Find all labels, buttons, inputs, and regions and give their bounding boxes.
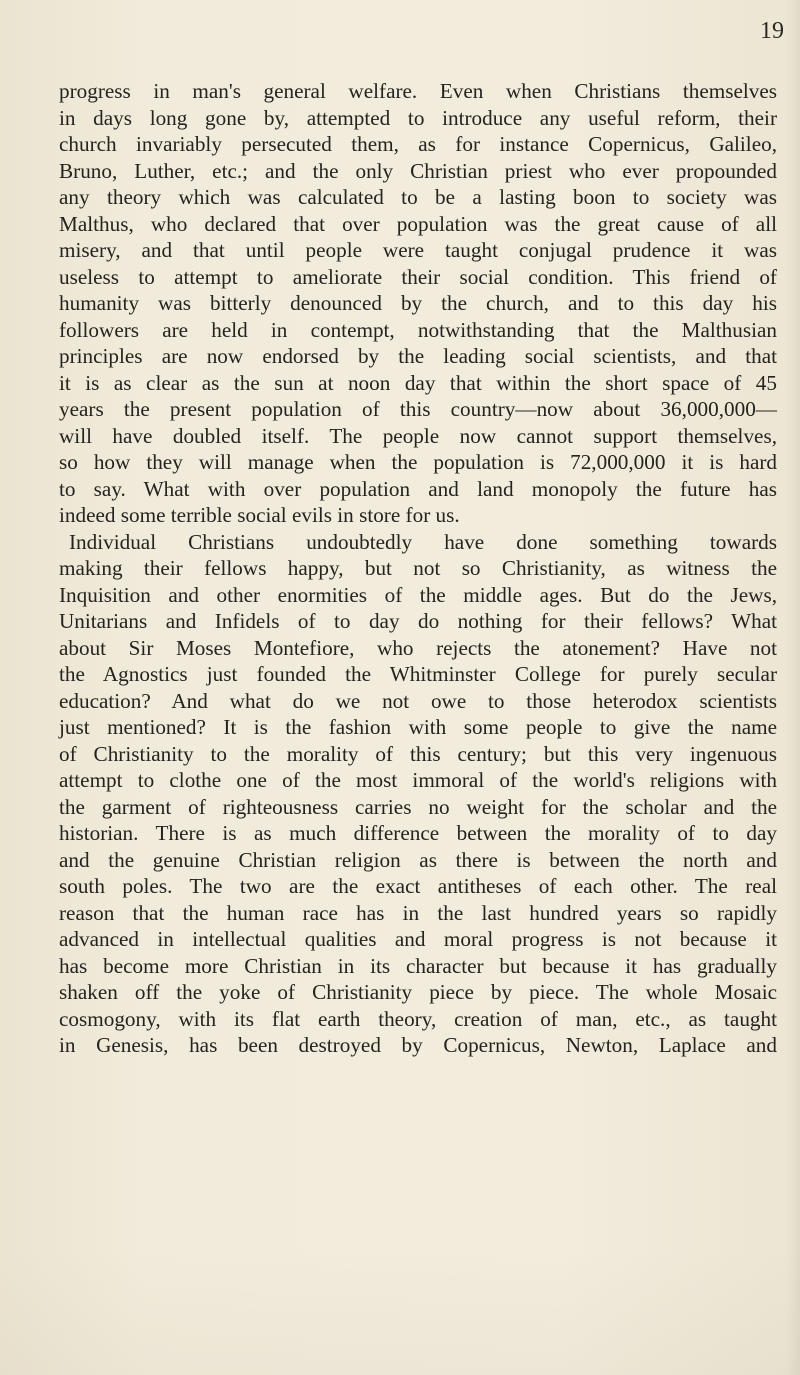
text-line: it is as clear as the sun at noon day that within the short space of 45 <box>59 370 777 395</box>
text-line: the garment of righteousness carries no weight for the scholar and the <box>59 794 777 819</box>
page-bottom-tone <box>0 1250 800 1375</box>
text-line: to say. What with over population and land monopoly the future has <box>59 476 777 501</box>
body-text <box>59 78 777 1059</box>
text-line: south poles. The two are the exact antitheses of each other. The real <box>59 874 777 898</box>
text-line: indeed some terrible social evils in store for us. <box>59 503 460 527</box>
text-line: Inquisition and other enormities of the middle ages. But do the Jews, <box>59 582 777 607</box>
text-line: Bruno, Luther, etc.; and the only Christian priest who ever propounded <box>59 158 777 183</box>
text-line: Individual Christians undoubtedly have done something towards <box>69 529 777 554</box>
text-line: Unitarians and Infidels of to day do nothing for their fellows? What <box>59 609 777 633</box>
text-line: attempt to clothe one of the most immoral of the world's religions with <box>59 768 777 792</box>
text-line: shaken off the yoke of Christianity piece by piece. The whole Mosaic <box>59 980 777 1004</box>
text-line: church invariably persecuted them, as for instance Copernicus, Galileo, <box>59 132 777 156</box>
text-line: followers are held in contempt, notwithstanding that the Malthusian <box>59 317 777 342</box>
text-line: years the present population of this country—now about 36,000,000— <box>59 397 777 421</box>
text-line: and the genuine Christian religion as there is between the north and <box>59 847 777 872</box>
text-line: humanity was bitterly denounced by the church, and to this day his <box>59 291 777 315</box>
text-line: advanced in intellectual qualities and moral progress is not because it <box>59 927 777 951</box>
text-line: education? And what do we not owe to those heterodox scientists <box>59 688 777 713</box>
paragraph-1 <box>59 78 777 529</box>
text-line: cosmogony, with its flat earth theory, creation of man, etc., as taught <box>59 1006 777 1031</box>
text-line: making their fellows happy, but not so Christianity, as witness the <box>59 556 777 580</box>
text-line: useless to attempt to ameliorate their social condition. This friend of <box>59 264 777 289</box>
text-line: any theory which was calculated to be a lasting boon to society was <box>59 185 777 209</box>
text-line: misery, and that until people were taught conjugal prudence it was <box>59 238 777 262</box>
page-number: 19 <box>760 18 784 44</box>
text-line: just mentioned? It is the fashion with some people to give the name <box>59 715 777 739</box>
page-edge-shadow <box>786 0 800 1375</box>
text-line: of Christianity to the morality of this century; but this very ingenuous <box>59 741 777 766</box>
text-line: about Sir Moses Montefiore, who rejects the atonement? Have not <box>59 635 777 660</box>
text-line: has become more Christian in its character but because it has gradually <box>59 953 777 978</box>
text-line: progress in man's general welfare. Even when Christians themselves <box>59 79 777 103</box>
paragraph-2 <box>59 529 777 1059</box>
text-line: in days long gone by, attempted to introduce any useful reform, their <box>59 105 777 130</box>
text-line: in Genesis, has been destroyed by Copernicus, Newton, Laplace and <box>59 1033 777 1057</box>
text-line: reason that the human race has in the last hundred years so rapidly <box>59 900 777 925</box>
text-line: Malthus, who declared that over population was the great cause of all <box>59 211 777 236</box>
text-line: principles are now endorsed by the leading social scientists, and that <box>59 344 777 368</box>
text-line: so how they will manage when the population is 72,000,000 it is hard <box>59 450 777 474</box>
text-line: historian. There is as much difference between the morality of to day <box>59 821 777 845</box>
text-line: will have doubled itself. The people now cannot support themselves, <box>59 423 777 448</box>
text-line: the Agnostics just founded the Whitminster College for purely secular <box>59 662 777 686</box>
